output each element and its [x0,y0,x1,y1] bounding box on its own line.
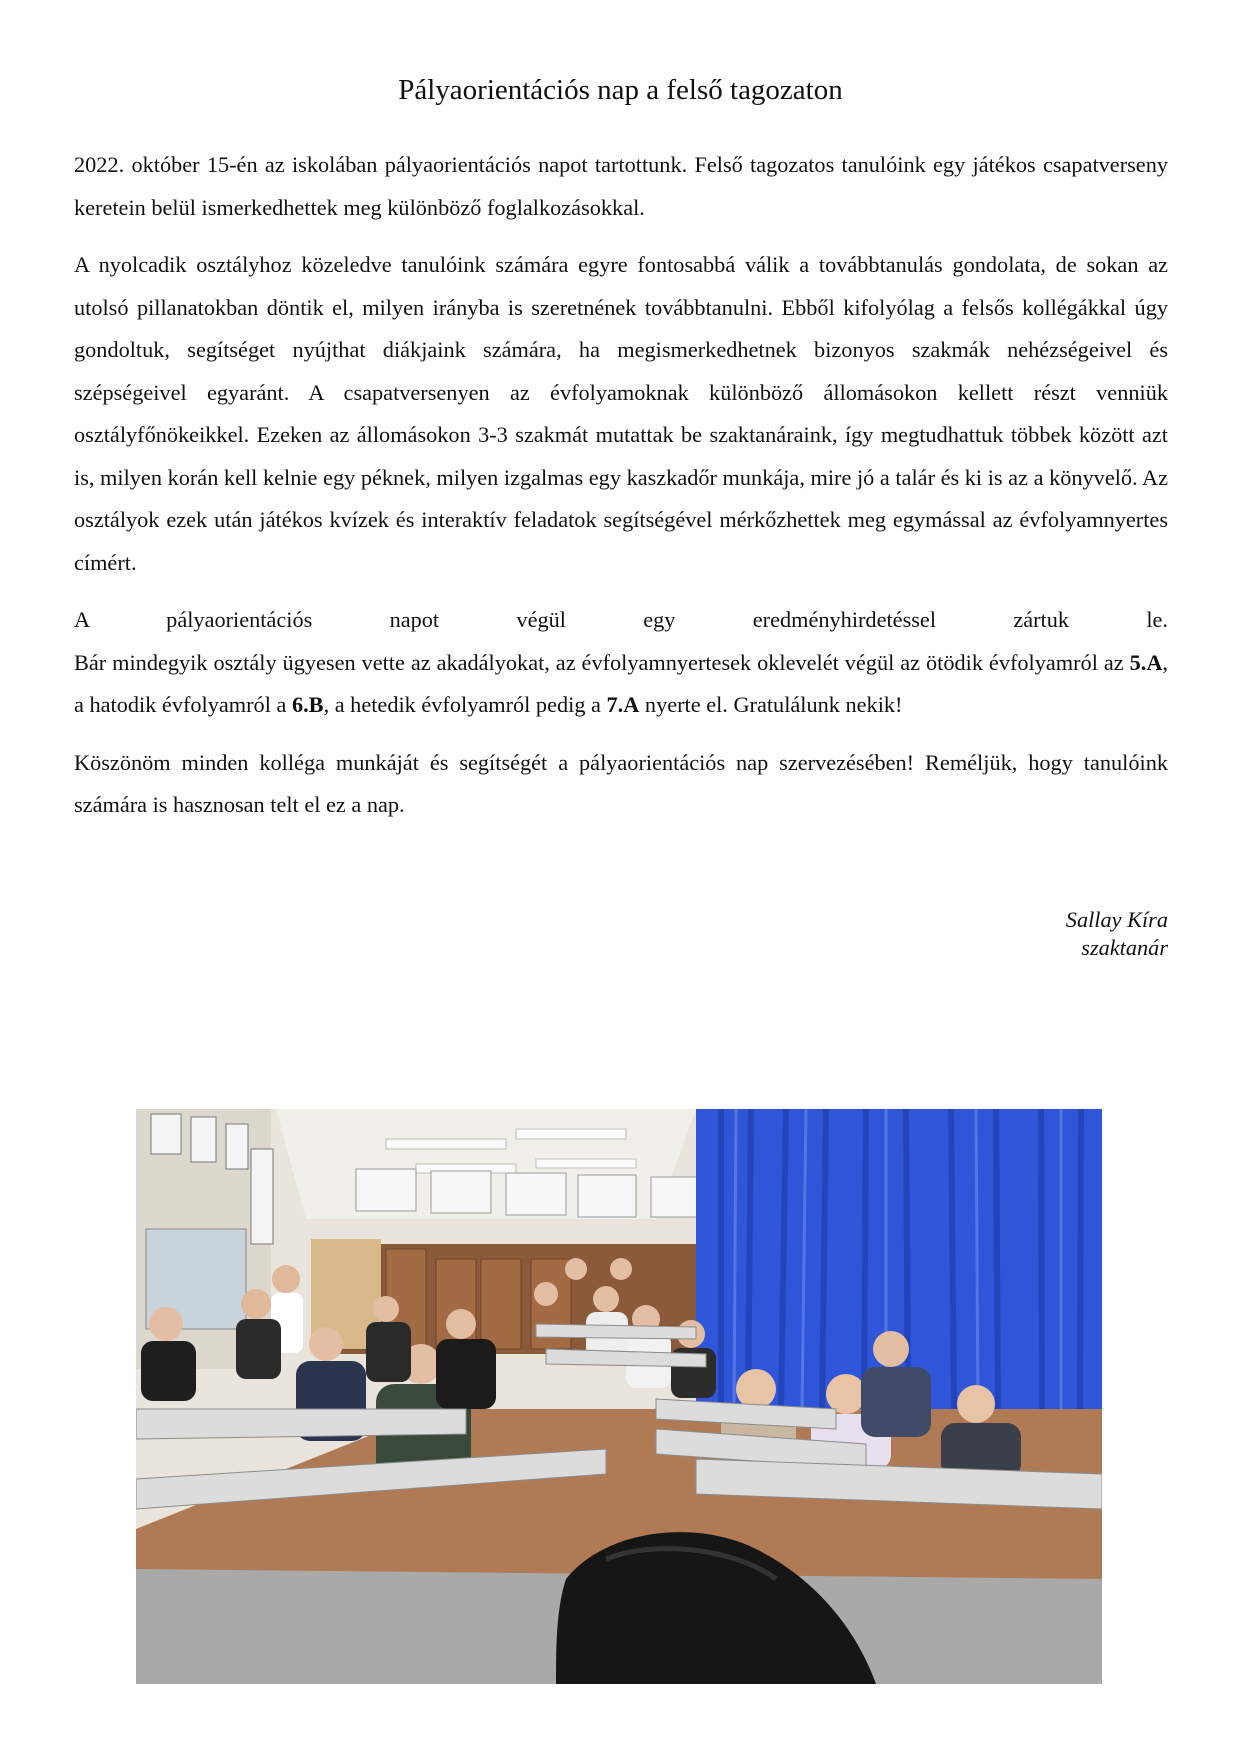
paragraph-main: A nyolcadik osztályhoz közeledve tanulóink számára egyre fontosabbá válik a továbbtanulás gondolata, de sokan az utolsó pillanatokban döntik el, milyen irányba is szeretnének továbbtanulni. Ebből kifolyólag a felsős kollégákkal úgy gondoltuk, segítséget nyújthat diákjaink számára, ha megismerkedhetnek bizonyos szakmák nehézségeivel és szépségeivel egyaránt. A csapatversenyen az évfolyamoknak különböző állomásokon kellett részt venniük osztályfőnökeikkel. Ezeken az állomásokon 3-3 szakmát mutattak be szaktanáraink, így megtudhattuk többek között azt is, milyen korán kell kelnie egy péknek, milyen izgalmas egy kaszkadőr munkája, mire jó a talár és ki is az a könyvelő. Az osztályok ezek után játékos kvízek és interaktív feladatok segítségével mérkőzhettek meg egymással az évfolyamnyertes címért. [74,252,1168,575]
results-line-1: A pályaorientációs napot végül egy eredményhirdetéssel zártuk le. [74,607,1168,632]
classroom-photo-illustration [136,1109,1102,1684]
signature-role: szaktanár [1081,935,1168,960]
paragraph-thanks: Köszönöm minden kolléga munkáját és segítségét a pályaorientációs nap szervezésében! Reméljük, hogy tanulóink számára is hasznosan telt el ez a nap. [74,749,1168,817]
page-title: Pályaorientációs nap a felső tagozaton [398,74,843,106]
winner-grade-7: 7.A [606,692,640,717]
results-text-2: , a hatodik évfolyamról a [74,649,1168,717]
winner-grade-6: 6.B [291,692,324,717]
paragraph-intro: 2022. október 15-én az iskolában pályaorientációs napot tartottunk. Felső tagozatos tanulóink egy játékos csapatverseny keretein belül ismerkedhettek meg különböző foglalkozásokkal. [74,152,1168,220]
signature-name: Sallay Kíra [1065,907,1168,932]
results-text-1: Bár mindegyik osztály ügyesen vette az akadályokat, az évfolyamnyertesek oklevelét végül az ötödik évfolyamról az [74,649,1130,675]
signature-block [1066,906,1168,962]
paragraph-results [74,599,1168,727]
article-body [74,144,1168,842]
results-text-3: , a hetedik évfolyamról pedig a [323,692,607,717]
classroom-photo [136,1109,1102,1684]
winner-grade-5: 5.A [1129,649,1163,675]
results-text-4: nyerte el. Gratulálunk nekik! [639,692,903,717]
